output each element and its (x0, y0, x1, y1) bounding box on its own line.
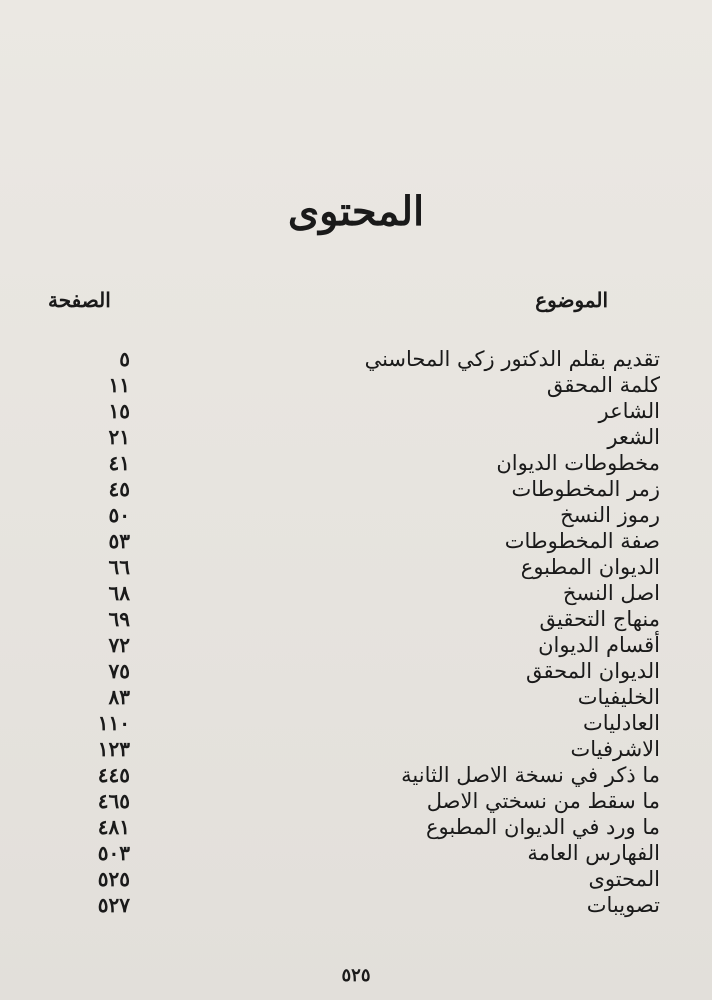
toc-entry (70, 632, 660, 658)
toc-entry-title: ما ورد في الديوان المطبوع (425, 815, 660, 839)
toc-entry (70, 528, 660, 554)
toc-entry (70, 372, 660, 398)
toc-entry-title: المحتوى (588, 867, 660, 891)
toc-entry-page: ١٥ (108, 399, 130, 423)
toc-entry (70, 840, 660, 866)
toc-entry-page: ٥ (119, 347, 130, 371)
toc-entry-page: ٦٩ (108, 607, 130, 631)
toc-entry (70, 398, 660, 424)
toc-entry (70, 892, 660, 918)
toc-entry-page: ٢١ (108, 425, 130, 449)
toc-entry-page: ٦٦ (108, 555, 130, 579)
toc-entry (70, 346, 660, 372)
toc-entry (70, 710, 660, 736)
toc-entry-title: ما ذكر في نسخة الاصل الثانية (401, 763, 660, 787)
table-of-contents (70, 346, 660, 918)
toc-entry-title: منهاج التحقيق (539, 607, 660, 631)
toc-entry (70, 814, 660, 840)
toc-entry-page: ٥٢٥ (97, 867, 130, 891)
toc-entry-title: زمر المخطوطات (511, 477, 660, 501)
toc-entry (70, 684, 660, 710)
toc-entry-title: الشاعر (598, 399, 660, 423)
toc-entry (70, 502, 660, 528)
toc-entry-title: الديوان المطبوع (520, 555, 660, 579)
toc-entry-page: ٤٥ (108, 477, 130, 501)
toc-entry-page: ٥٠٣ (97, 841, 130, 865)
toc-entry-title: ما سقط من نسختي الاصل (426, 789, 660, 813)
toc-entry-page: ٤١ (108, 451, 130, 475)
toc-entry-page: ٤٨١ (97, 815, 130, 839)
toc-entry-title: الشعر (607, 425, 660, 449)
toc-entry-title: تقديم بقلم الدكتور زكي المحاسني (364, 347, 660, 371)
toc-entry (70, 424, 660, 450)
toc-entry-title: الديوان المحقق (526, 659, 660, 683)
toc-entry-page: ٤٤٥ (97, 763, 130, 787)
topic-column-header: الموضوع (535, 288, 608, 312)
toc-entry-title: العادليات (582, 711, 660, 735)
toc-entry-page: ٤٦٥ (97, 789, 130, 813)
toc-entry-title: الاشرفيات (570, 737, 660, 761)
toc-entry-page: ٥٢٧ (97, 893, 130, 917)
toc-entry-page: ٥٣ (108, 529, 130, 553)
page-title: المحتوى (287, 188, 425, 235)
toc-entry (70, 658, 660, 684)
page-column-header: الصفحة (48, 288, 111, 312)
toc-entry-title: صفة المخطوطات (504, 529, 660, 553)
toc-entry-page: ١١٠ (97, 711, 130, 735)
toc-entry-title: تصويبات (586, 893, 660, 917)
toc-entry (70, 554, 660, 580)
toc-entry-page: ٥٠ (108, 503, 130, 527)
toc-entry-title: أقسام الديوان (538, 633, 660, 657)
toc-entry-page: ١٢٣ (97, 737, 130, 761)
toc-entry (70, 580, 660, 606)
toc-entry-title: رموز النسخ (560, 503, 660, 527)
toc-entry-page: ١١ (108, 373, 130, 397)
toc-entry-page: ٧٢ (108, 633, 130, 657)
toc-entry-page: ٨٣ (108, 685, 130, 709)
toc-entry-page: ٦٨ (108, 581, 130, 605)
toc-entry (70, 762, 660, 788)
toc-entry-title: كلمة المحقق (546, 373, 660, 397)
toc-entry-title: مخطوطات الديوان (496, 451, 660, 475)
toc-entry-title: الخليفيات (577, 685, 660, 709)
toc-entry (70, 866, 660, 892)
toc-entry (70, 736, 660, 762)
toc-entry (70, 476, 660, 502)
toc-entry-title: اصل النسخ (562, 581, 660, 605)
toc-entry (70, 606, 660, 632)
toc-entry-page: ٧٥ (108, 659, 130, 683)
toc-entry-title: الفهارس العامة (527, 841, 660, 865)
page-number: ٥٢٥ (341, 965, 371, 986)
toc-entry (70, 788, 660, 814)
toc-entry (70, 450, 660, 476)
